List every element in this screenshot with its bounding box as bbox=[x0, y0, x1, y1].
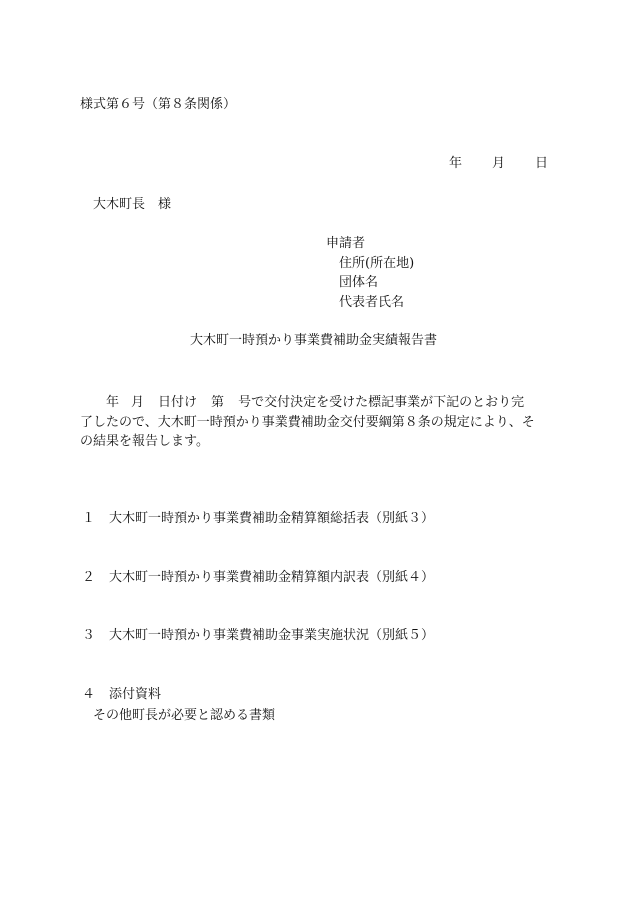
list-item bbox=[82, 571, 434, 584]
document-title: 大木町一時預かり事業費補助金実績報告書 bbox=[190, 333, 438, 348]
list-item bbox=[82, 629, 434, 642]
body-paragraph bbox=[80, 393, 555, 452]
date-line bbox=[449, 157, 548, 170]
body-line-1-rest: 号で交付決定を受けた標記事業が下記のとおり完 bbox=[238, 395, 525, 410]
list-item-number: ４ bbox=[82, 687, 96, 702]
list-item-text: 添付資料 bbox=[109, 687, 162, 702]
addressee: 大木町長 様 bbox=[93, 197, 172, 212]
list-item bbox=[82, 512, 434, 525]
body-line-3: の結果を報告します。 bbox=[80, 434, 209, 449]
applicant-address-label: 住所(所在地) bbox=[339, 256, 415, 271]
applicant-representative-label: 代表者氏名 bbox=[339, 295, 405, 310]
list-item-number: １ bbox=[82, 511, 96, 526]
body-line-2: 了したので、大木町一時預かり事業費補助金交付要綱第８条の規定により、そ bbox=[80, 414, 535, 430]
body-line-1 bbox=[80, 393, 555, 413]
list-item-text: 大木町一時預かり事業費補助金精算額総括表（別紙３） bbox=[109, 511, 435, 526]
list-item-text: 大木町一時預かり事業費補助金事業実施状況（別紙５） bbox=[109, 628, 435, 643]
body-number: 第 bbox=[211, 395, 225, 410]
body-month: 月 bbox=[131, 395, 145, 410]
body-year: 年 bbox=[106, 395, 120, 410]
date-month: 月 bbox=[492, 156, 506, 171]
list-item-number: ３ bbox=[82, 628, 96, 643]
list-item-number: ２ bbox=[82, 570, 96, 585]
form-number: 様式第６号（第８条関係） bbox=[80, 97, 237, 112]
date-day: 日 bbox=[535, 156, 549, 171]
attachment-note: その他町長が必要と認める書類 bbox=[93, 708, 276, 723]
applicant-label: 申請者 bbox=[326, 236, 366, 251]
applicant-organization-label: 団体名 bbox=[339, 275, 379, 290]
date-year: 年 bbox=[449, 156, 463, 171]
body-day: 日付け bbox=[158, 395, 198, 410]
list-item-text: 大木町一時預かり事業費補助金精算額内訳表（別紙４） bbox=[109, 570, 435, 585]
list-item bbox=[82, 688, 161, 701]
